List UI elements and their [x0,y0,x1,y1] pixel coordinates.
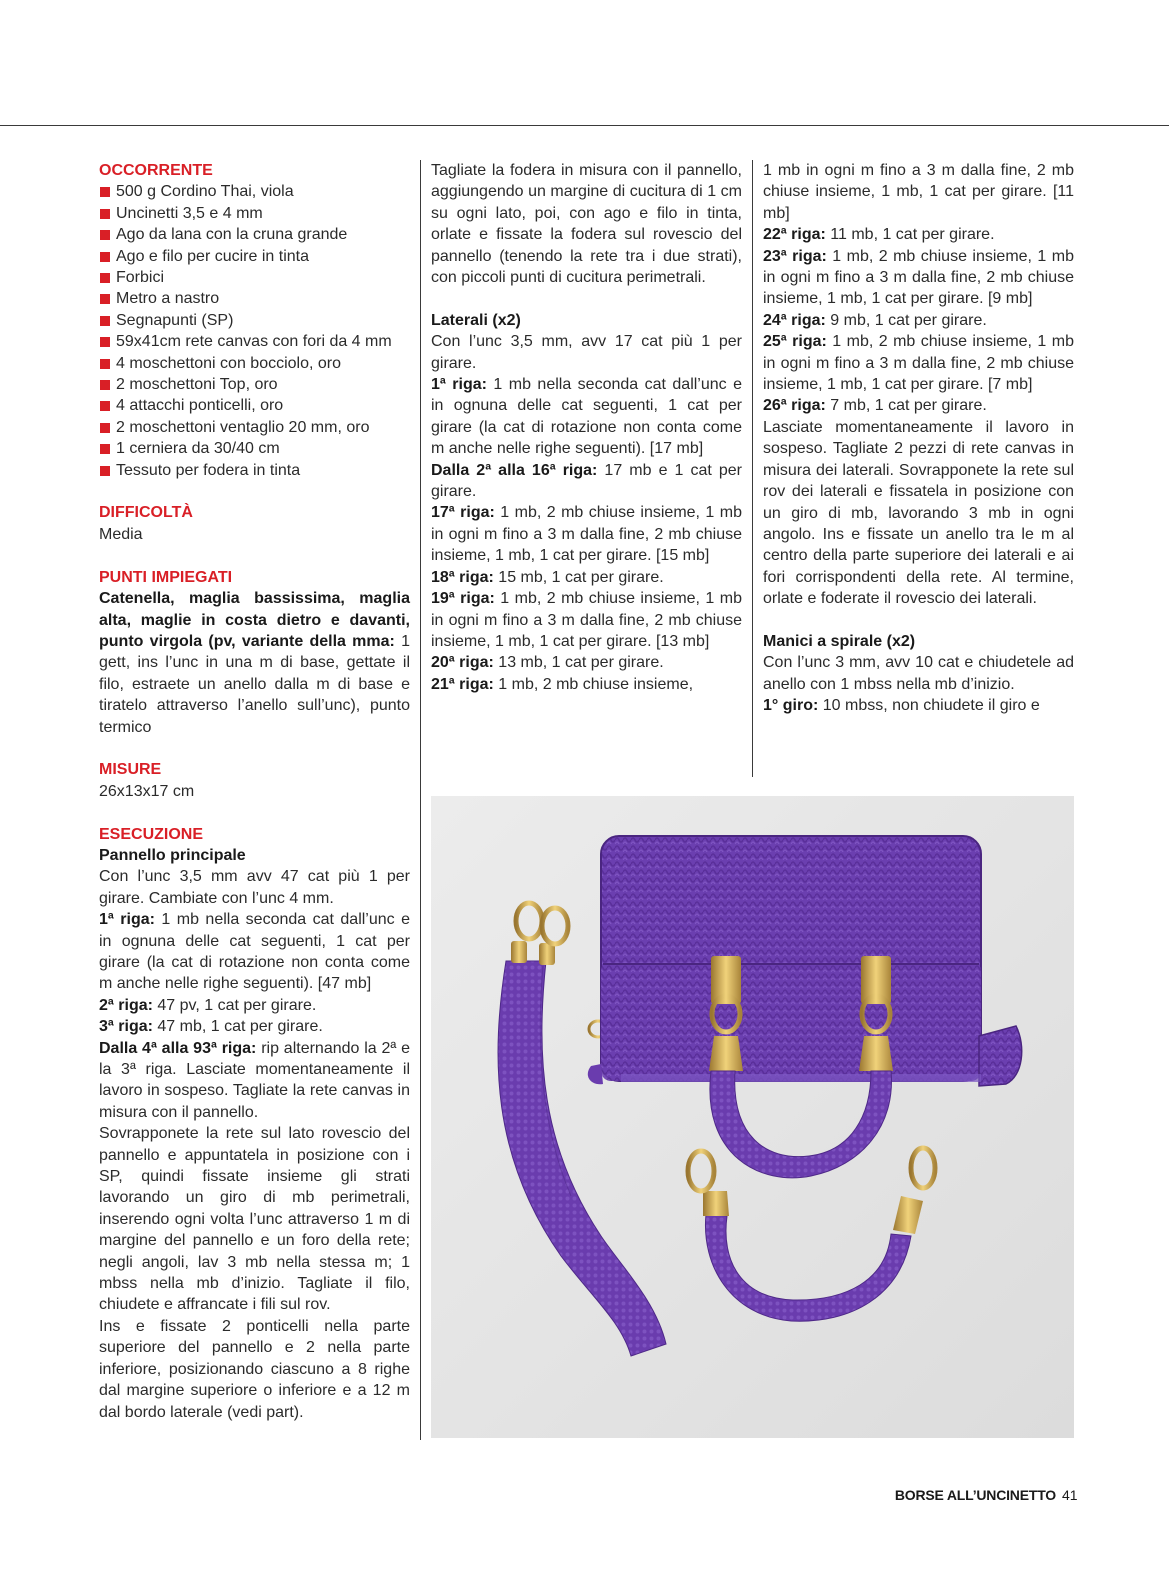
row-instruction: 18ª riga: 15 mb, 1 cat per girare. [431,568,664,586]
subsection-title: Pannello principale [99,846,246,864]
difficulty-value: Media [99,525,143,543]
bullet-square-icon [100,337,110,347]
list-item: Metro a nastro [99,288,410,309]
row-instruction: 22ª riga: 11 mb, 1 cat per girare. [763,226,995,244]
bullet-square-icon [100,359,110,369]
list-item: 4 attacchi ponticelli, oro [99,395,410,416]
list-item: Tessuto per fodera in tinta [99,460,410,481]
row-instruction: 23ª riga: 1 mb, 2 mb chiuse insieme, 1 mb in ogni m fino a 3 m dalla fine, 2 mb chiuse insieme, 1 mb, 1 cat per girare. [9 mb] [763,247,1074,308]
row-instruction: 24ª riga: 9 mb, 1 cat per girare. [763,311,987,329]
paragraph: 1 mb in ogni m fino a 3 m dalla fine, 2 mb chiuse insieme, 1 mb, 1 cat per girare. [11 mb] [763,162,1074,222]
crochet-bag-photo [431,796,1074,1438]
bullet-square-icon [100,316,110,326]
list-item: 2 moschettoni Top, oro [99,374,410,395]
bullet-square-icon [100,423,110,433]
measures-heading: MISURE [99,761,162,779]
row-instruction: 19ª riga: 1 mb, 2 mb chiuse insieme, 1 mb in ogni m fino a 3 m dalla fine, 2 mb chiuse insieme, 1 mb, 1 cat per girare. [13 mb] [431,590,742,650]
row-instruction: 17ª riga: 1 mb, 2 mb chiuse insieme, 1 mb in ogni m fino a 3 m dalla fine, 2 mb chiuse insieme, 1 mb, 1 cat per girare. [15 mb] [431,504,742,565]
bullet-square-icon [100,294,110,304]
subsection-title: Laterali (x2) [431,311,521,329]
list-item: Segnapunti (SP) [99,310,410,331]
top-rule [0,125,1169,126]
list-item: 500 g Cordino Thai, viola [99,181,410,202]
bullet-square-icon [100,273,110,283]
column-divider-2 [752,160,753,777]
paragraph: Lasciate momentaneamente il lavoro in sospeso. Tagliate 2 pezzi di rete canvas in misura dei laterali. Sovrapponete la rete sul rov dei laterali e fissatela in posizione con un giro di mb, lavorando 3 mb in ogni angolo. Ins e fissate un anello tra le m al centro della parte superiore dei laterali e ai fori corrispondenti della rete. Al termine, orlate e foderate il rovescio dei laterali. [763,418,1074,608]
bullet-square-icon [100,252,110,262]
difficulty-heading: DIFFICOLTÀ [99,504,193,522]
row-instruction: 1° giro: 10 mbss, non chiudete il giro e [763,697,1040,715]
row-instruction: Dalla 4ª alla 93ª riga: rip alternando la 2ª e la 3ª riga. Lasciate momentaneamente il lavoro in sospeso. Tagliate la rete canvas in misura con il pannello. [99,1039,411,1121]
materials-list [99,181,410,481]
paragraph: Ins e fissate 2 ponticelli nella parte superiore del pannello e 2 nella parte inferiore, posizionando ciascuno a 8 righe dal margine superiore o inferiore e a 12 m dal bordo laterale (vedi part). [99,1317,410,1421]
bullet-square-icon [100,380,110,390]
execution-heading: ESECUZIONE [99,825,204,843]
row-instruction: Dalla 2ª alla 16ª riga: 17 mb e 1 cat per girare. [431,461,743,501]
column-divider-1 [420,160,421,1440]
paragraph: Con l’unc 3 mm, avv 10 cat e chiudetele ad anello con 1 mbss nella mb d’inizio. [763,654,1074,693]
measures-value: 26x13x17 cm [99,782,195,800]
bullet-square-icon [100,209,110,219]
row-instruction: 25ª riga: 1 mb, 2 mb chiuse insieme, 1 mb in ogni m fino a 3 m dalla fine, 2 mb chiuse insieme, 1 mb, 1 cat per girare. [7 mb] [763,333,1074,394]
row-instruction: 1ª riga: 1 mb nella seconda cat dall’unc e in ognuna delle cat seguenti, 1 cat per girare (la cat di rotazione non conta come m anche nelle righe seguenti). [47 mb] [99,911,411,993]
paragraph: Tagliate la fodera in misura con il pannello, aggiungendo un margine di cucitura di 1 cm su ogni lato, poi, con ago e filo in tinta, orlate e fissate la fodera sul rovescio del pannello (tenendo la rete tra i due strati), con piccoli punti di cucitura perimetrali. [431,162,742,287]
paragraph: Con l’unc 3,5 mm, avv 17 cat più 1 per girare. [431,333,742,372]
list-item: 1 cerniera da 30/40 cm [99,438,410,459]
column-2 [431,160,742,695]
row-instruction: 20ª riga: 13 mb, 1 cat per girare. [431,654,664,672]
page-number: 41 [1062,1487,1078,1503]
row-instruction: 21ª riga: 1 mb, 2 mb chiuse insieme, [431,675,694,693]
list-item: Forbici [99,267,410,288]
row-instruction: 2ª riga: 47 pv, 1 cat per girare. [99,996,317,1014]
bullet-square-icon [100,466,110,476]
column-3 [763,160,1074,717]
bullet-square-icon [100,444,110,454]
materials-heading: OCCORRENTE [99,162,213,179]
list-item: Ago e filo per cucire in tinta [99,246,410,267]
row-instruction: 1ª riga: 1 mb nella seconda cat dall’unc e in ognuna delle cat seguenti, 1 cat per girare (la cat di rotazione non conta come m anche nelle righe seguenti). [17 mb] [431,376,743,458]
stitches-text: Catenella, maglia bassissima, maglia alta, maglie in costa dietro e davanti, punto virgola (pv, variante della mma: 1 gett, ins l’unc in una m di base, gettate il filo, estraete un anello dalla m di base e tiratelo attraverso l’anello sull’unc), punto termico [99,590,410,736]
list-item: 4 moschettoni con bocciolo, oro [99,353,410,374]
bullet-square-icon [100,187,110,197]
list-item: Uncinetti 3,5 e 4 mm [99,203,410,224]
row-instruction: 3ª riga: 47 mb, 1 cat per girare. [99,1018,323,1036]
stitches-heading: PUNTI IMPIEGATI [99,568,233,586]
execution-intro: Con l’unc 3,5 mm avv 47 cat più 1 per girare. Cambiate con l’unc 4 mm. [99,868,410,907]
subsection-title: Manici a spirale (x2) [763,632,916,650]
list-item: 2 moschettoni ventaglio 20 mm, oro [99,417,410,438]
list-item: 59x41cm rete canvas con fori da 4 mm [99,331,410,352]
bullet-square-icon [100,230,110,240]
bullet-square-icon [100,401,110,411]
row-instruction: 26ª riga: 7 mb, 1 cat per girare. [763,397,987,415]
list-item: Ago da lana con la cruna grande [99,224,410,245]
magazine-title: BORSE ALL’UNCINETTO [894,1487,1056,1503]
column-1 [99,160,410,1423]
paragraph: Sovrapponete la rete sul lato rovescio del pannello e appuntatela in posizione con i SP, quindi fissate insieme gli strati lavorando un giro di mb perimetrali, inserendo ogni volta l’unc attraverso 1 m di margine del pannello e un foro della rete; negli angoli, lav 3 mb nella stessa m; 1 mbss nella mb d’inizio. Tagliate il filo, chiudete e affrancate i fili sul rov. [99,1125,410,1314]
